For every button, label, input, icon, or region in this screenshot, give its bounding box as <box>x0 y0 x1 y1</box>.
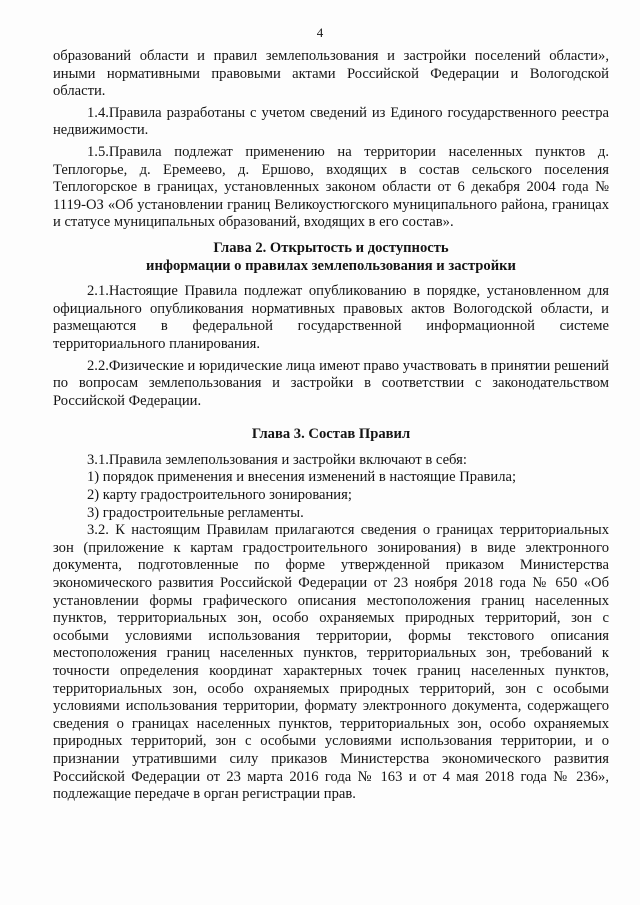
paragraph-3-1: 3.1.Правила землепользования и застройки включают в себя: <box>87 451 467 468</box>
list-item-3: 3) градостроительные регламенты. <box>87 504 304 521</box>
page-number: 4 <box>316 25 324 40</box>
chapter-2-title-line-2: информации о правилах землепользования и застройки <box>146 257 516 274</box>
paragraph-1-5: 1.5.Правила подлежат применению на территории населенных пунктов д. Теплогорье, д. Еремеево, д. Ершово, входящих в состав сельского поселения Теплогорское в границах, установленных законом области от 6 декабря 2004 года № 1119-ОЗ «Об установлении границ Великоустюгского муниципального района, границах и статусе муниципальных образований, входящих в его состав». <box>53 143 609 231</box>
paragraph-continuation: образований области и правил землепользования и застройки поселений области», иными нормативными правовыми актами Российской Федерации и Вологодской области. <box>53 48 609 100</box>
list-item-1: 1) порядок применения и внесения изменений в настоящие Правила; <box>87 469 517 486</box>
paragraph-2-1: 2.1.Настоящие Правила подлежат опубликованию в порядке, установленном для официального опубликования нормативных правовых актов Вологодской области, и размещаются в федеральной государственной информационной системе территориального планирования. <box>53 283 609 352</box>
chapter-2-title-line-1: Глава 2. Открытость и доступность <box>213 239 449 256</box>
paragraph-1-4: 1.4.Правила разработаны с учетом сведений из Единого государственного реестра недвижимости. <box>53 104 609 139</box>
paragraph-2-2: 2.2.Физические и юридические лица имеют право участвовать в принятии решений по вопросам землепользования и застройки в соответствии с законодательством Российской Федерации. <box>53 357 609 409</box>
paragraph-3-2: 3.2. К настоящим Правилам прилагаются сведения о границах территориальных зон (приложение к картам градостроительного зонирования) в виде электронного документа, подготовленные по форме утвержденной приказом Министерства экономического развития Российской Федерации от 23 ноября 2018 года № 650 «Об установлении формы графического описания местоположения границ населенных пунктов, территориальных зон, особо охраняемых природных территорий, зон с особыми условиями использования территории, формы текстового описания местоположения границ населенных пунктов, территориальных зон, требований к точности определения координат характерных точек границ населенных пунктов, территориальных зон, особо охраняемых природных территорий, зон с особыми условиями использования территории, формату электронного документа, содержащего сведения о границах населенных пунктов, территориальных зон, особо охраняемых природных территорий, зон с особыми условиями использования территории, и о признании утратившими силу приказов Министерства экономического развития Российской Федерации от 23 марта 2016 года № 163 и от 4 мая 2018 года № 236», подлежащие передаче в орган регистрации прав. <box>53 522 609 803</box>
list-item-2: 2) карту градостроительного зонирования; <box>87 487 352 504</box>
chapter-3-title: Глава 3. Состав Правил <box>251 426 411 443</box>
document-body <box>53 48 609 804</box>
